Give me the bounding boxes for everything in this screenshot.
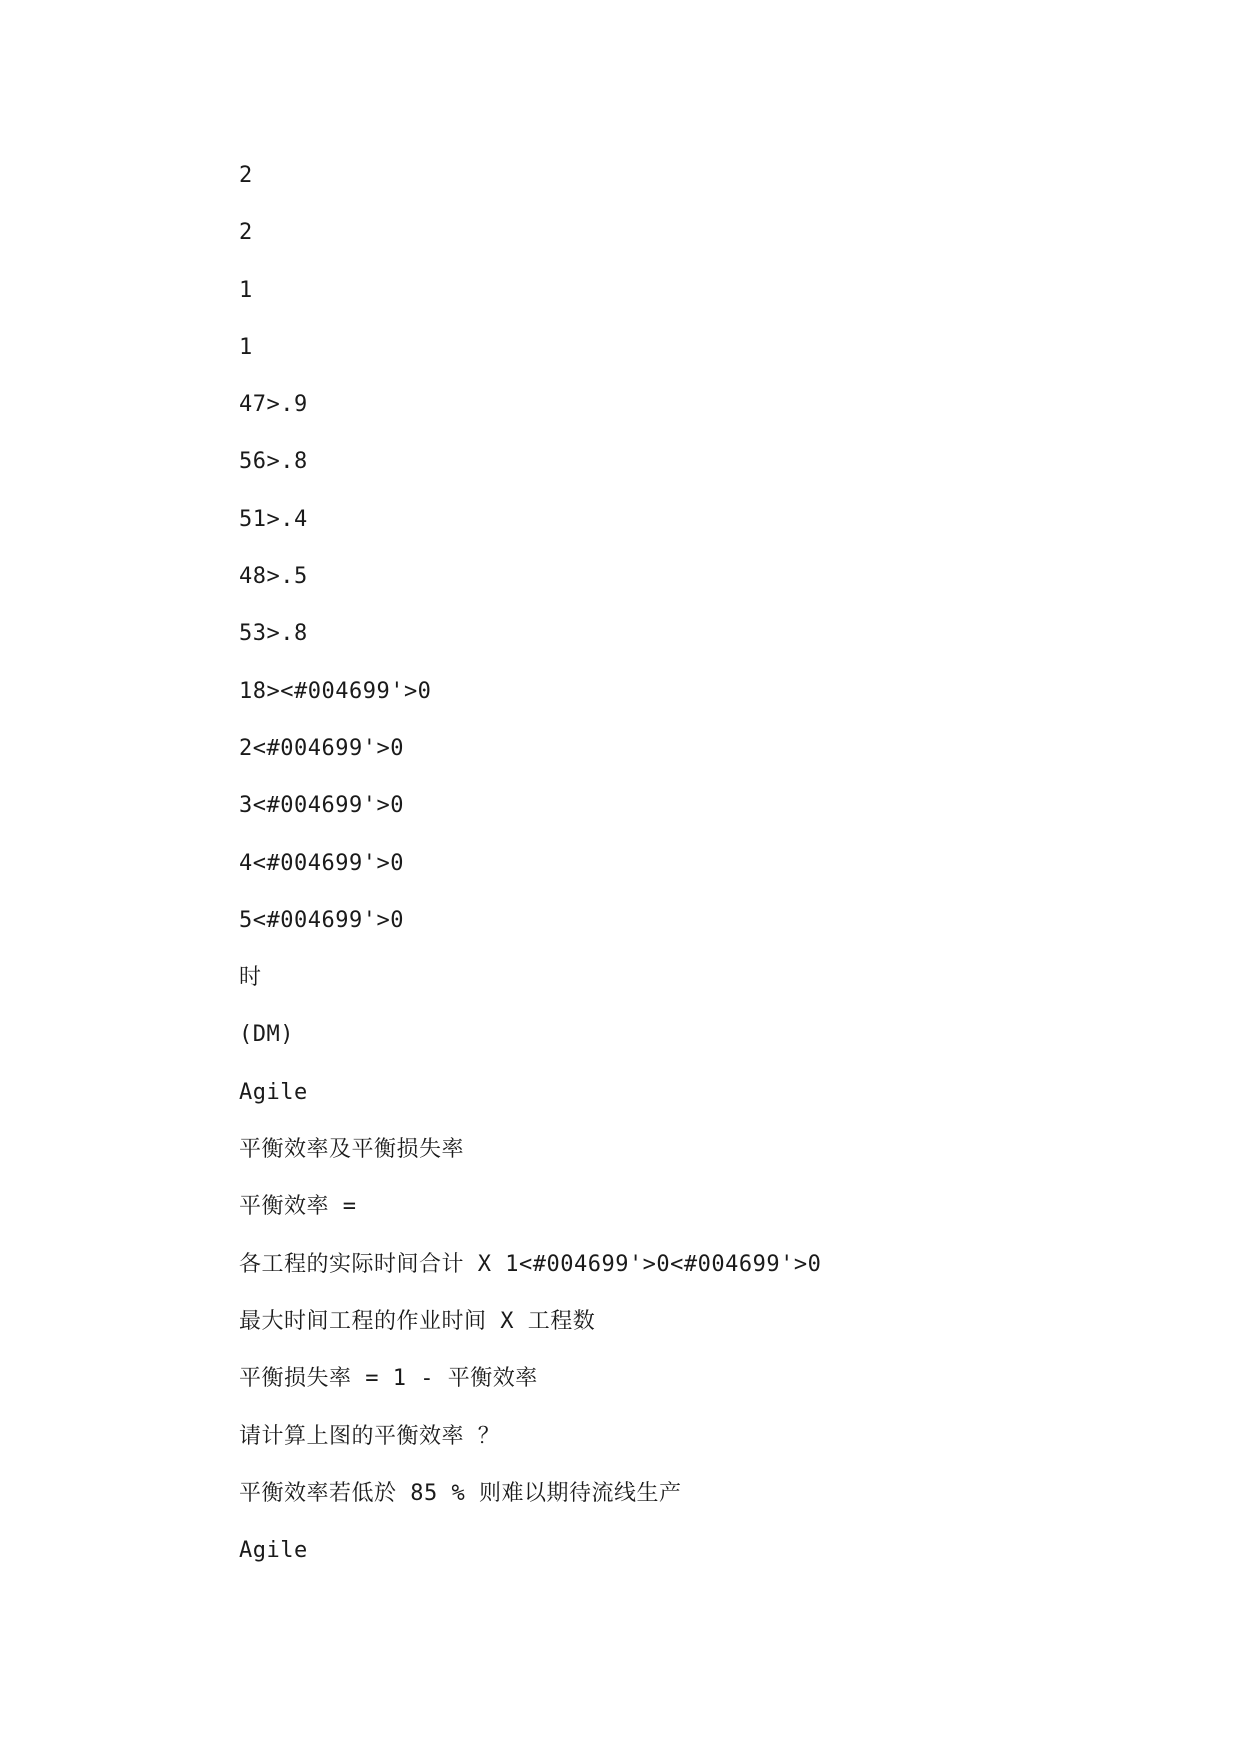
text-line: 2 (239, 220, 253, 246)
text-line: Agile (239, 1079, 308, 1105)
formula-numerator: 各工程的实际时间合计 X 1<#004699'>0<#004699'>0 (239, 1251, 822, 1277)
text-line: 1 (239, 277, 253, 303)
text-line: 2 (239, 163, 253, 188)
text-line: (DM) (239, 1022, 294, 1048)
text-line: 时 (239, 965, 262, 991)
question-line: 请计算上图的平衡效率 ？ (239, 1423, 501, 1449)
text-line: 47>.9 (239, 392, 308, 418)
formula-line: 平衡损失率 = 1 - 平衡效率 (239, 1366, 538, 1392)
text-line: 4<#004699'>0 (239, 850, 404, 876)
text-line: 48>.5 (239, 564, 308, 590)
text-line: 3<#004699'>0 (239, 793, 404, 819)
text-line: Agile (239, 1538, 308, 1564)
text-line: 53>.8 (239, 621, 308, 647)
text-line: 5<#004699'>0 (239, 907, 404, 933)
text-line: 51>.4 (239, 506, 308, 532)
text-line: 18><#004699'>0 (239, 678, 432, 704)
note-line: 平衡效率若低於 85 % 则难以期待流线生产 (239, 1480, 682, 1506)
section-heading: 平衡效率及平衡损失率 (239, 1137, 465, 1163)
formula-denominator: 最大时间工程的作业时间 X 工程数 (239, 1308, 596, 1334)
formula-line: 平衡效率 = (239, 1194, 357, 1220)
text-lines (239, 162, 1139, 1594)
text-line: 56>.8 (239, 449, 308, 475)
text-line: 1 (239, 334, 253, 360)
text-line: 2<#004699'>0 (239, 735, 404, 761)
